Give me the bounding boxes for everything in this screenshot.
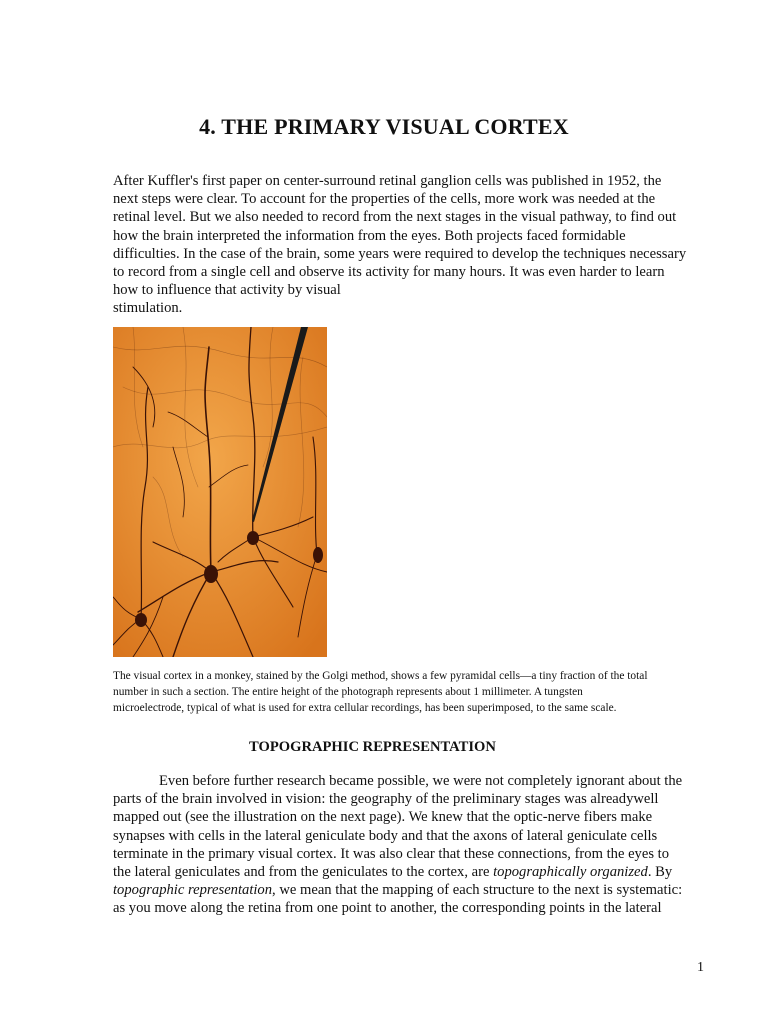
body-line <box>113 881 713 899</box>
intro-paragraph <box>113 172 713 318</box>
neuron-photo-icon <box>113 327 327 657</box>
page-number: 1 <box>697 960 704 975</box>
body-line <box>113 808 713 826</box>
figure-caption <box>113 668 713 716</box>
intro-line: how to influence that activity by visual <box>113 282 341 299</box>
body-paragraph <box>113 772 713 918</box>
body-line <box>113 899 713 917</box>
intro-line: difficulties. In the case of the brain, some years were required to develop the techniques necessary <box>113 245 687 262</box>
text-run: synapses with cells in the lateral geniculate body and that the axons of lateral geniculate cells <box>113 827 658 844</box>
section-heading: TOPOGRAPHIC REPRESENTATION <box>249 739 496 755</box>
text-run: parts of the brain involved in vision: the geography of the preliminary stages was alreadywell <box>113 791 659 808</box>
text-run: the lateral geniculates and from the geniculates to the cortex, are <box>113 864 494 881</box>
golgi-stain-photograph <box>113 327 327 657</box>
body-line <box>113 772 713 790</box>
text-run: mapped out (see the illustration on the next page). We knew that the optic-nerve fibers make <box>113 809 653 826</box>
text-run: as you move along the retina from one point to another, the corresponding points in the lateral <box>113 900 662 917</box>
caption-line: microelectrode, typical of what is used for extra cellular recordings, has been superimposed, to the same scale. <box>113 702 617 714</box>
italic-term: topographic representation <box>113 882 273 899</box>
body-line <box>113 863 713 881</box>
intro-line: how the brain interpreted the information from the eyes. Both projects faced formidable <box>113 227 626 244</box>
body-line <box>113 827 713 845</box>
intro-line: stimulation. <box>113 300 183 317</box>
text-run: , we mean that the mapping of each structure to the next is systematic: <box>272 882 683 899</box>
body-line <box>113 790 713 808</box>
text-run: Even before further research became possible, we were not completely ignorant about the <box>159 773 683 789</box>
body-line <box>113 845 713 863</box>
intro-line: retinal level. But we also needed to record from the next stages in the visual pathway, to find out <box>113 209 677 226</box>
text-run: . By <box>647 864 673 881</box>
intro-line: to record from a single cell and observe its activity for many hours. It was even harder to learn <box>113 264 665 281</box>
caption-line: number in such a section. The entire height of the photograph represents about 1 millimeter. A tungsten <box>113 686 583 698</box>
intro-line: After Kuffler's first paper on center-surround retinal ganglion cells was published in 1952, the <box>113 173 662 189</box>
italic-term: topographically organized <box>493 864 648 881</box>
chapter-title: 4. THE PRIMARY VISUAL CORTEX <box>199 114 569 139</box>
intro-line: next steps were clear. To account for the properties of the cells, more work was needed at the <box>113 191 656 208</box>
caption-line: The visual cortex in a monkey, stained by the Golgi method, shows a few pyramidal cells—a tiny fraction of the total <box>113 670 648 682</box>
text-run: terminate in the primary visual cortex. It was also clear that these connections, from the eyes to <box>113 845 669 862</box>
